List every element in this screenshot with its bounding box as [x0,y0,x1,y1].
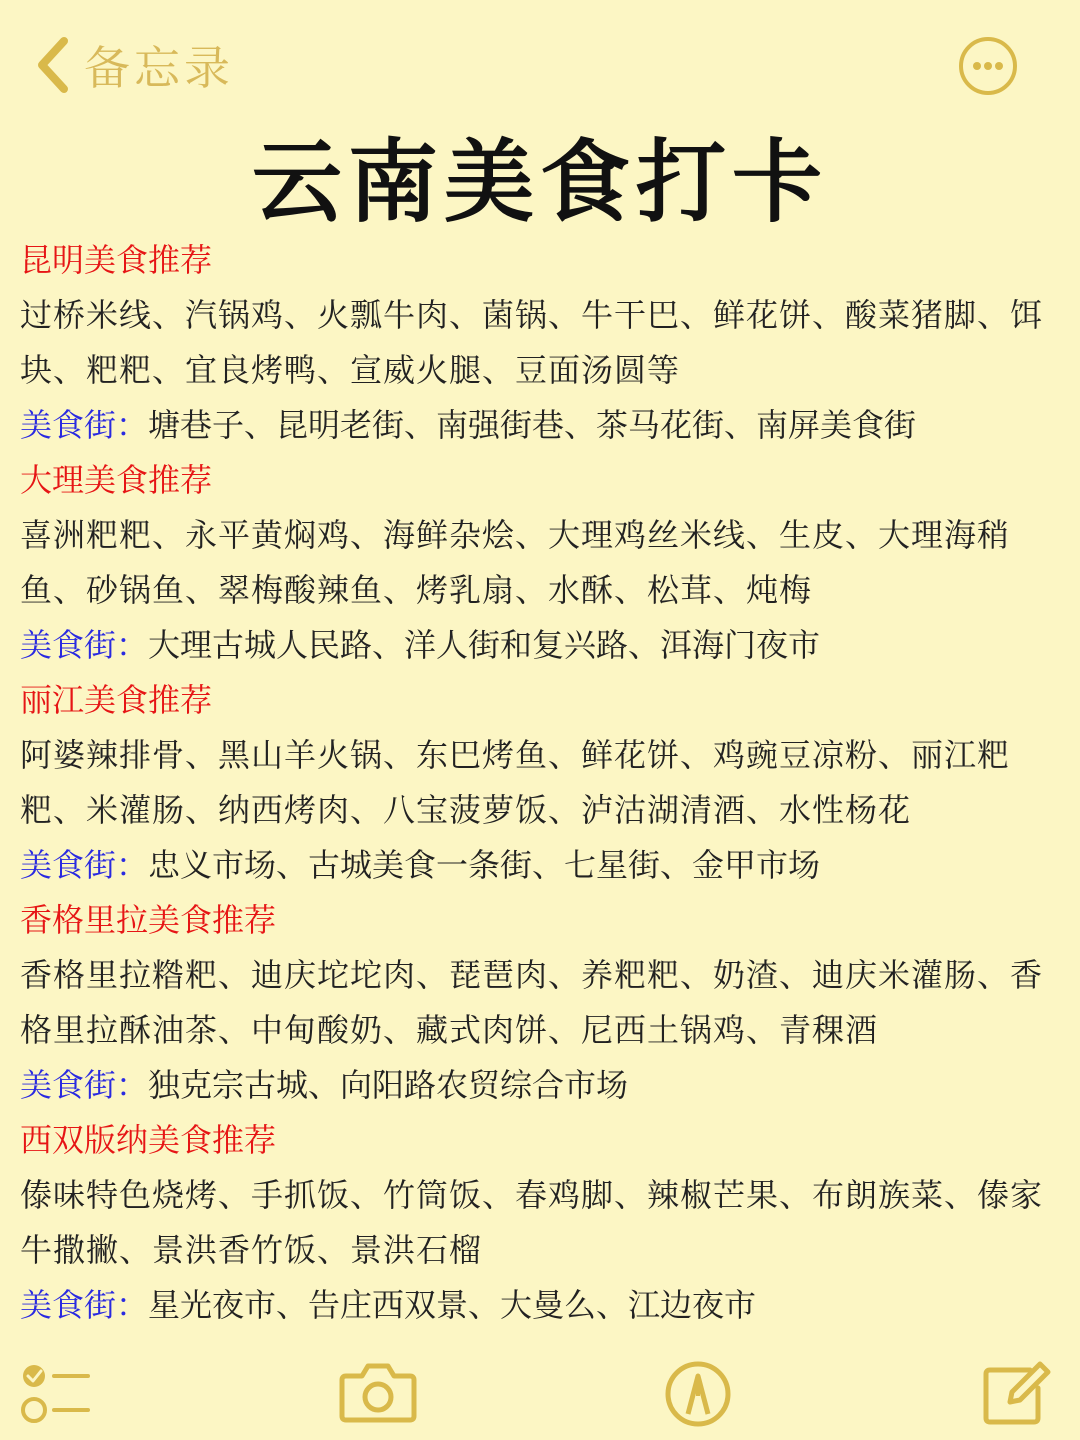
food-street-list: 塘巷子、昆明老街、南强街巷、茶马花街、南屏美食街 [148,406,917,444]
camera-button[interactable] [338,1352,418,1432]
food-street-label: 美食街： [20,1286,149,1324]
food-street-label: 美食街： [20,1066,149,1104]
chevron-left-icon [36,37,70,93]
food-list: 香格里拉糌粑、迪庆坨坨肉、琵琶肉、养粑粑、奶渣、迪庆米灌肠、香格里拉酥油茶、中甸酸奶、藏式肉饼、尼西土锅鸡、青稞酒 [20,956,1044,1049]
checklist-button[interactable] [18,1352,98,1432]
markup-button[interactable] [658,1352,738,1432]
food-street-list: 星光夜市、告庄西双景、大曼么、江边夜市 [148,1286,757,1324]
section-xishuangbanna [20,1113,1050,1333]
camera-icon [338,1352,418,1432]
checklist-icon [18,1352,98,1432]
more-dots-icon [958,81,1018,100]
food-street-list: 独克宗古城、向阳路农贸综合市场 [148,1066,629,1104]
section-heading: 香格里拉美食推荐 [20,901,277,939]
food-list: 喜洲粑粑、永平黄焖鸡、海鲜杂烩、大理鸡丝米线、生皮、大理海稍鱼、砂锅鱼、翠梅酸辣鱼、烤乳扇、水酥、松茸、炖梅 [20,516,1011,609]
pen-markup-icon [658,1352,738,1432]
compose-button[interactable] [976,1352,1056,1432]
section-lijiang [20,673,1050,893]
food-list: 阿婆辣排骨、黑山羊火锅、东巴烤鱼、鲜花饼、鸡豌豆凉粉、丽江粑粑、米灌肠、纳西烤肉、八宝菠萝饭、泸沽湖清酒、水性杨花 [20,736,1011,829]
food-street-line [20,1278,1050,1333]
food-street-list: 大理古城人民路、洋人街和复兴路、洱海门夜市 [148,626,821,664]
food-street-line [20,398,1050,453]
food-street-label: 美食街： [20,846,149,884]
section-dali [20,453,1050,673]
top-navigation-bar [0,0,1080,130]
food-street-list: 忠义市场、古城美食一条街、七星街、金甲市场 [148,846,821,884]
compose-icon [976,1352,1056,1432]
section-heading: 大理美食推荐 [20,461,213,499]
section-shangri-la [20,893,1050,1113]
food-street-label: 美食街： [20,626,149,664]
bottom-toolbar [0,1340,1080,1440]
back-button[interactable] [36,30,234,100]
note-title: 云南美食打卡 [252,130,828,235]
more-button[interactable] [958,36,1018,96]
note-body[interactable] [20,233,1050,1333]
food-street-label: 美食街： [20,406,149,444]
section-kunming [20,233,1050,453]
food-street-line [20,838,1050,893]
food-list: 过桥米线、汽锅鸡、火瓢牛肉、菌锅、牛干巴、鲜花饼、酸菜猪脚、饵块、粑粑、宜良烤鸭、宣威火腿、豆面汤圆等 [20,296,1044,389]
food-street-line [20,618,1050,673]
section-heading: 丽江美食推荐 [20,681,213,719]
section-heading: 昆明美食推荐 [20,241,213,279]
food-list: 傣味特色烧烤、手抓饭、竹筒饭、春鸡脚、辣椒芒果、布朗族菜、傣家牛撒撇、景洪香竹饭、景洪石榴 [20,1176,1044,1269]
back-label: 备忘录 [84,41,234,95]
food-street-line [20,1058,1050,1113]
section-heading: 西双版纳美食推荐 [20,1121,277,1159]
